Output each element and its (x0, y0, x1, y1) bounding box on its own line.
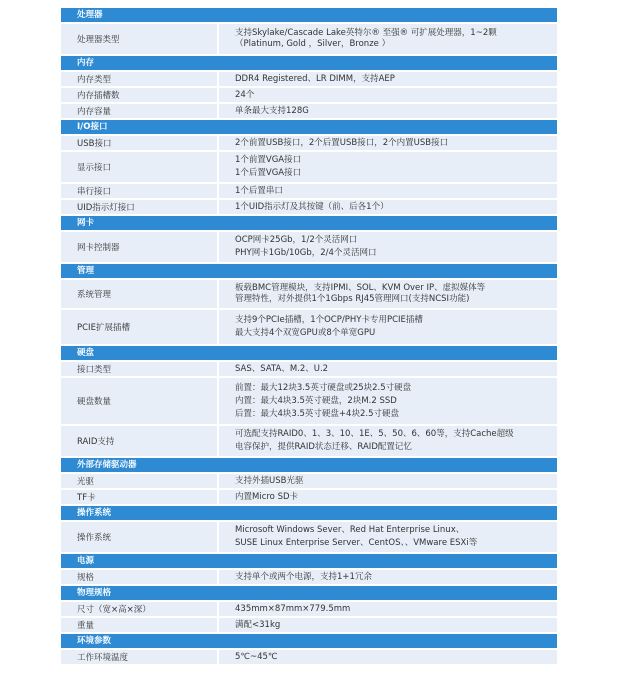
spec-row (61, 152, 557, 182)
spec-value-line: 板载BMC管理模块，支持IPMI、SOL、KVM Over IP、虚拟媒体等 (235, 283, 486, 293)
spec-label: TF卡 (61, 490, 217, 504)
spec-label: UID指示灯接口 (61, 200, 217, 214)
spec-value-line: 前置：最大12块3.5英寸硬盘或25块2.5寸硬盘 (235, 382, 412, 393)
spec-row (61, 136, 557, 150)
spec-row (61, 522, 557, 552)
spec-row (61, 474, 557, 488)
spec-value-line: 单条最大支持128G (235, 105, 309, 116)
spec-label: 显示接口 (61, 152, 217, 182)
section-header: 物理规格 (61, 586, 557, 600)
spec-value (219, 474, 557, 488)
spec-row (61, 378, 557, 424)
spec-value-line: 24个 (235, 89, 255, 100)
spec-label: 系统管理 (61, 280, 217, 308)
section-header: 硬盘 (61, 346, 557, 360)
section-header: 外部存储驱动器 (61, 458, 557, 472)
spec-label: 内存插槽数 (61, 88, 217, 102)
spec-value-line: 可选配支持RAID0、1、3、10、1E、5、50、6、60等，支持Cache超级 (235, 429, 514, 439)
spec-value-line: 支持单个或两个电源，支持1+1冗余 (235, 571, 372, 582)
spec-value (219, 650, 557, 664)
spec-value-line: 1个UID指示灯及其按键（前、后各1个） (235, 201, 389, 212)
section-header: 电源 (61, 554, 557, 568)
spec-value-line: Microsoft Windows Sever、Red Hat Enterprise Linux、 (235, 525, 465, 535)
spec-value-line: 1个后置VGA接口 (235, 168, 302, 178)
spec-value (219, 24, 557, 54)
spec-value (219, 232, 557, 262)
spec-label: 规格 (61, 570, 217, 584)
spec-row (61, 200, 557, 214)
spec-value (219, 136, 557, 150)
spec-label: USB接口 (61, 136, 217, 150)
spec-value (219, 602, 557, 616)
section-header: 网卡 (61, 216, 557, 230)
spec-value (219, 104, 557, 118)
spec-value (219, 184, 557, 198)
spec-row (61, 88, 557, 102)
spec-label: 内存类型 (61, 72, 217, 86)
spec-value-line: 435mm×87mm×779.5mm (235, 603, 351, 614)
section-header: 环境参数 (61, 634, 557, 648)
spec-value-line: DDR4 Registered、LR DIMM，支持AEP (235, 73, 395, 84)
spec-value-line: 1个后置串口 (235, 185, 283, 196)
spec-value-line: OCP网卡25Gb，1/2个灵活网口 (235, 235, 358, 245)
spec-value (219, 490, 557, 504)
spec-value (219, 618, 557, 632)
spec-value-line: 2个前置USB接口，2个后置USB接口，2个内置USB接口 (235, 137, 449, 148)
spec-label: 光驱 (61, 474, 217, 488)
spec-value-line: 1个前置VGA接口 (235, 155, 302, 165)
spec-row (61, 232, 557, 262)
spec-row (61, 184, 557, 198)
section-header: 处理器 (61, 8, 557, 22)
spec-value (219, 88, 557, 102)
spec-label: 接口类型 (61, 362, 217, 376)
spec-label: 重量 (61, 618, 217, 632)
spec-row (61, 426, 557, 456)
spec-value-line: 支持9个PCIe插槽，1个OCP/PHY卡专用PCIE插槽 (235, 315, 423, 325)
spec-value-line: （Platinum, Gold ，Silver，Bronze ） (235, 39, 391, 49)
spec-value-line: 管理特性，对外提供1个1Gbps RJ45管理网口(支持NCSI功能) (235, 294, 470, 304)
spec-value-line: 最大支持4个双宽GPU或8个单宽GPU (235, 328, 376, 338)
spec-row (61, 650, 557, 664)
spec-value-line: 支持Skylake/Cascade Lake英特尔® 至强® 可扩展处理器，1~2颗 (235, 28, 497, 38)
spec-label: 操作系统 (61, 522, 217, 552)
spec-value (219, 72, 557, 86)
spec-value (219, 310, 557, 344)
spec-value (219, 280, 557, 308)
spec-row (61, 490, 557, 504)
spec-row (61, 280, 557, 308)
spec-value-line: PHY网卡1Gb/10Gb，2/4个灵活网口 (235, 248, 377, 258)
spec-value (219, 152, 557, 182)
spec-value (219, 362, 557, 376)
spec-row (61, 618, 557, 632)
spec-label: 尺寸（宽×高×深） (61, 602, 217, 616)
spec-value (219, 378, 557, 424)
spec-row (61, 362, 557, 376)
spec-value (219, 570, 557, 584)
spec-row (61, 570, 557, 584)
spec-value-line: 支持外插USB光驱 (235, 475, 304, 486)
spec-label: RAID支持 (61, 426, 217, 456)
spec-value-line: 后置：最大4块3.5英寸硬盘+4块2.5寸硬盘 (235, 408, 399, 419)
spec-value (219, 522, 557, 552)
section-header: I/O接口 (61, 120, 557, 134)
spec-value-line: 电容保护，提供RAID状态迁移、RAID配置记忆 (235, 442, 412, 452)
spec-label: 网卡控制器 (61, 232, 217, 262)
section-header: 操作系统 (61, 506, 557, 520)
spec-table (61, 8, 557, 664)
spec-label: 处理器类型 (61, 24, 217, 54)
spec-label: 工作环境温度 (61, 650, 217, 664)
spec-row (61, 72, 557, 86)
spec-value-line: SUSE Linux Enterprise Server、CentOS、、VMware ESXi等 (235, 538, 478, 548)
section-header: 管理 (61, 264, 557, 278)
spec-value-line: 满配<31kg (235, 619, 281, 630)
spec-value-line: 内置Micro SD卡 (235, 491, 299, 502)
spec-row (61, 602, 557, 616)
spec-row (61, 24, 557, 54)
spec-label: 硬盘数量 (61, 378, 217, 424)
spec-row (61, 310, 557, 344)
spec-value-line: 内置：最大4块3.5英寸硬盘，2块M.2 SSD (235, 395, 397, 406)
section-header: 内存 (61, 56, 557, 70)
spec-row (61, 104, 557, 118)
spec-value-line: SAS、SATA、M.2、U.2 (235, 363, 329, 374)
spec-value (219, 200, 557, 214)
spec-label: 内存容量 (61, 104, 217, 118)
spec-value (219, 426, 557, 456)
spec-value-line: 5℃~45℃ (235, 651, 278, 662)
spec-label: PCIE扩展插槽 (61, 310, 217, 344)
spec-label: 串行接口 (61, 184, 217, 198)
